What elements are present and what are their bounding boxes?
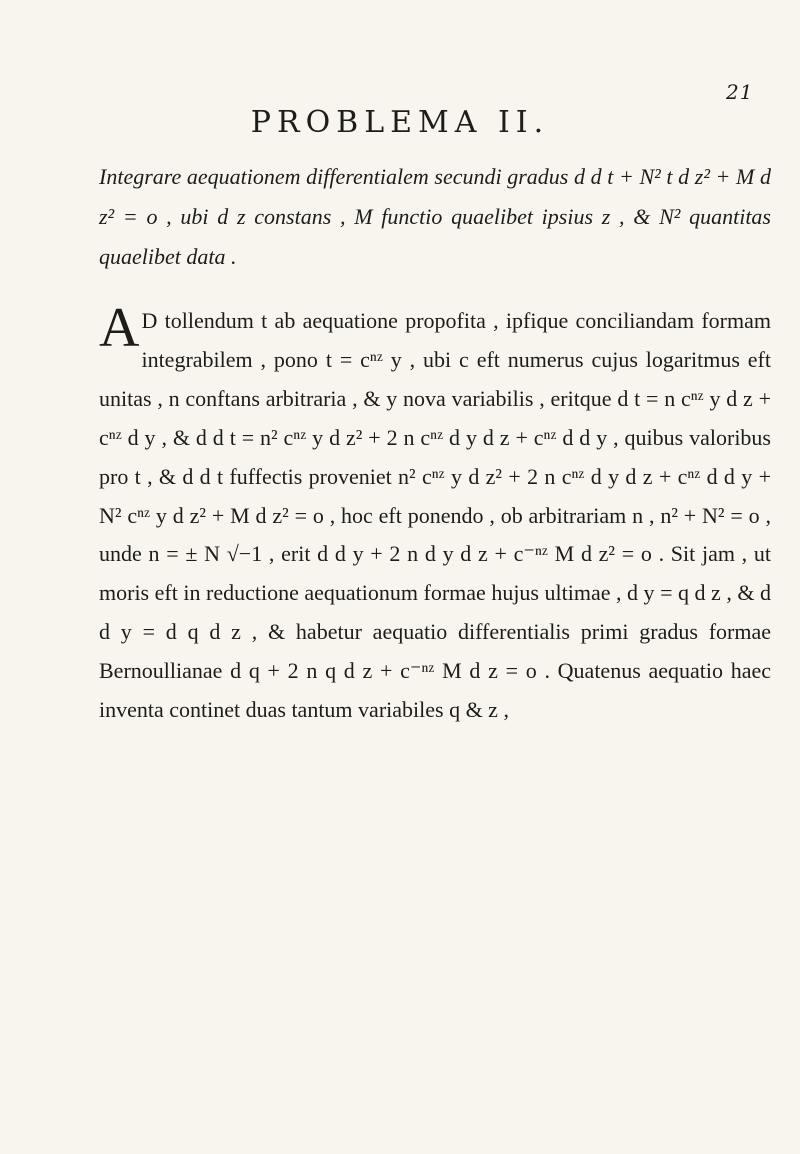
page-number: 21 xyxy=(726,80,754,104)
problem-statement: Integrare aequationem differentialem secundi gradus d d t + N² t d z² + M d z² = o , ubi d z constans , M functio quaelibet ipsius z , & N² quantitas quaelibet data . xyxy=(99,164,771,269)
solution-text: D tollendum t ab aequatione propofita , ipfique conciliandam formam integrabilem , pono t = cⁿᶻ y , ubi c eft numerus cujus logaritmus eft unitas , n conftans arbitraria , & y nova variabilis , eritque d t = n cⁿᶻ y d z + cⁿᶻ d y , & d d t = n² cⁿᶻ y d z² + 2 n cⁿᶻ d y d z + cⁿᶻ d d y , quibus valoribus pro t , & d d t fuffectis proveniet n² cⁿᶻ y d z² + 2 n cⁿᶻ d y d z + cⁿᶻ d d y + N² cⁿᶻ y d z² + M d z² = o , hoc eft ponendo , ob arbitrariam n , n² + N² = o , unde n = ± N √−1 , erit d d y + 2 n d y d z + c⁻ⁿᶻ M d z² = o . Sit jam , ut moris eft in reductione aequationum formae hujus ultimae , d y = q d z , & d d y = d q d z , & habetur aequatio differentialis primi gradus formae Bernoullianae d q + 2 n q d z + c⁻ⁿᶻ M d z = o . Quatenus aequatio haec inventa continet duas tantum variabiles q & z , xyxy=(99,308,771,723)
drop-cap: A xyxy=(99,297,140,359)
solution-body xyxy=(99,297,771,730)
problem-title: PROBLEMA II. xyxy=(250,105,550,140)
